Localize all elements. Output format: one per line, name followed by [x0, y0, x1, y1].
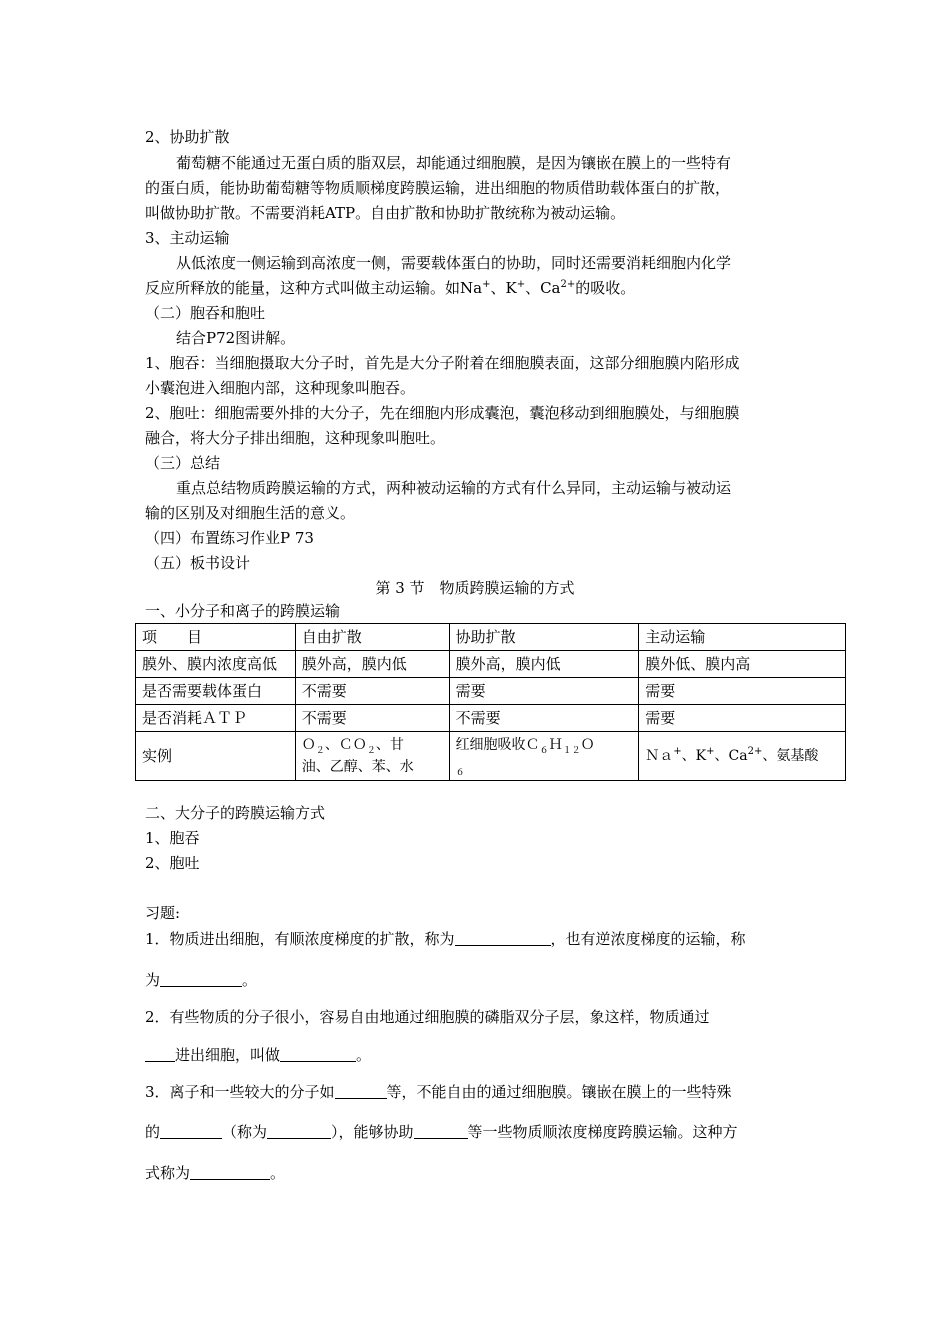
subscript: １２ [562, 746, 581, 756]
paragraph-line: 叫做协助扩散。不需要消耗ATP。自由扩散和协助扩散统称为被动运输。 [145, 204, 626, 222]
text: 、K [681, 748, 707, 764]
table-cell [449, 732, 639, 781]
text: 式称为 [145, 1164, 191, 1182]
paragraph-line: 的蛋白质，能协助葡萄糖等物质顺梯度跨膜运输，进出细胞的物质借助载体蛋白的扩散， [145, 179, 731, 197]
text: 的 [145, 1123, 161, 1141]
paragraph-line: 1、胞吞：当细胞摄取大分子时，首先是大分子附着在细胞膜表面，这部分细胞膜内陷形成 [145, 354, 740, 372]
ion-charge: + [706, 746, 715, 757]
table-cell: 不需要 [295, 678, 449, 705]
text: 。 [242, 971, 258, 989]
paragraph-line: 重点总结物质跨膜运输的方式，两种被动运输的方式有什么异同，主动运输与被动运 [176, 479, 732, 497]
text: Ｎａ [645, 748, 674, 764]
exercises-label: 习题: [145, 904, 181, 922]
ion-charge: + [482, 279, 491, 290]
text: 。 [270, 1164, 286, 1182]
text: （称为 [222, 1123, 268, 1141]
exercise-question-3 [145, 1082, 732, 1102]
paragraph-line: 输的区别及对细胞生活的意义。 [145, 504, 356, 522]
text: 反应所释放的能量，这种方式叫做主动运输。如Na [145, 279, 483, 297]
paragraph-line: 葡萄糖不能通过无蛋白质的脂双层，却能通过细胞膜，是因为镶嵌在膜上的一些特有 [176, 154, 732, 172]
heading-facilitated-diffusion: 2、协助扩散 [145, 128, 230, 146]
text: ），能够协助 [331, 1123, 414, 1141]
exercise-question-3-cont [145, 1122, 738, 1142]
text: 为 [145, 971, 161, 989]
text: 1．物质进出细胞，有顺浓度梯度的扩散，称为 [145, 930, 455, 948]
table-cell: 需要 [449, 678, 639, 705]
ion-charge: + [673, 746, 682, 757]
answer-blank[interactable] [335, 1084, 387, 1099]
text: 油、乙醇、苯、水 [301, 759, 414, 775]
text: 、ＣＯ [324, 737, 367, 753]
subscript: ２ [315, 746, 325, 756]
answer-blank[interactable] [160, 1124, 222, 1139]
table-header-cell: 主动运输 [639, 624, 846, 651]
exercise-question-2-cont [145, 1045, 371, 1065]
text: 进出细胞，叫做 [175, 1046, 281, 1064]
answer-blank[interactable] [160, 972, 242, 987]
text: Ｏ [580, 737, 595, 753]
heading-summary: （三）总结 [145, 454, 221, 472]
answer-blank[interactable] [414, 1124, 468, 1139]
text: 3．离子和一些较大的分子如 [145, 1083, 335, 1101]
subscript: ６ [539, 746, 549, 756]
ion-charge: + [516, 279, 526, 290]
table-cell: 膜外低、膜内高 [639, 651, 846, 678]
table-cell: 膜外高，膜内低 [295, 651, 449, 678]
list-item: 1、胞吞 [145, 829, 200, 847]
table-cell: 需要 [639, 678, 846, 705]
table-cell: 需要 [639, 705, 846, 732]
table-header-cell: 协助扩散 [449, 624, 639, 651]
text: Ｈ [548, 737, 563, 753]
text: ，也有逆浓度梯度的运输，称 [550, 930, 746, 948]
table-cell [295, 732, 449, 781]
table-row [136, 624, 846, 651]
exercise-question-1 [145, 929, 746, 949]
table-cell: 是否需要载体蛋白 [136, 678, 296, 705]
list-item: 2、胞吐 [145, 854, 200, 872]
table-cell: 实例 [136, 732, 296, 781]
heading-large-molecules: 二、大分子的跨膜运输方式 [145, 804, 326, 822]
table-header-cell: 项 目 [136, 624, 296, 651]
text: 的吸收。 [575, 279, 636, 297]
answer-blank[interactable] [280, 1047, 356, 1062]
table-cell [639, 732, 846, 781]
table-cell: 是否消耗ＡＴＰ [136, 705, 296, 732]
heading-endo-exocytosis: （二）胞吞和胞吐 [145, 304, 266, 322]
table-row [136, 651, 846, 678]
heading-homework: （四）布置练习作业P 73 [145, 529, 314, 547]
paragraph-line: 2、胞吐：细胞需要外排的大分子，先在细胞内形成囊泡，囊泡移动到细胞膜处，与细胞膜 [145, 404, 740, 422]
transport-comparison-table [135, 623, 846, 781]
subscript: ６ [455, 768, 465, 778]
table-row [136, 678, 846, 705]
text: 红细胞吸收Ｃ [455, 737, 540, 753]
heading-board-design: （五）板书设计 [145, 554, 251, 572]
paragraph-line: 结合P72图讲解。 [176, 329, 296, 347]
table-cell: 膜外、膜内浓度高低 [136, 651, 296, 678]
text: 、氨基酸 [762, 748, 819, 764]
ion-charge: 2+ [560, 279, 576, 290]
answer-blank[interactable] [455, 931, 551, 946]
section-title: 第 3 节 物质跨膜运输的方式 [375, 579, 575, 597]
table-row [136, 705, 846, 732]
paragraph-line: 融合，将大分子排出细胞，这种现象叫胞吐。 [145, 429, 446, 447]
paragraph-line: 小囊泡进入细胞内部，这种现象叫胞吞。 [145, 379, 416, 397]
text: 、Ca [714, 748, 748, 764]
heading-small-molecules: 一、小分子和离子的跨膜运输 [145, 602, 341, 620]
table-cell: 不需要 [449, 705, 639, 732]
answer-blank[interactable] [190, 1165, 270, 1180]
table-cell: 膜外高，膜内低 [449, 651, 639, 678]
answer-blank[interactable] [267, 1124, 331, 1139]
subscript: ２ [366, 746, 376, 756]
exercise-question-2: 2．有些物质的分子很小，容易自由地通过细胞膜的磷脂双分子层，象这样，物质通过 [145, 1008, 710, 1026]
text: Ｏ [301, 737, 316, 753]
answer-blank[interactable] [145, 1047, 175, 1062]
table-header-cell: 自由扩散 [295, 624, 449, 651]
paragraph-line: 从低浓度一侧运输到高浓度一侧，需要载体蛋白的协助，同时还需要消耗细胞内化学 [176, 254, 732, 272]
text: 等，不能自由的通过细胞膜。镶嵌在膜上的一些特殊 [386, 1083, 732, 1101]
table-row [136, 732, 846, 781]
text: 。 [356, 1046, 372, 1064]
text: 等一些物质顺浓度梯度跨膜运输。这种方 [467, 1123, 738, 1141]
exercise-question-3-end [145, 1163, 285, 1183]
table-cell: 不需要 [295, 705, 449, 732]
text: 、Ca [525, 279, 561, 297]
heading-active-transport: 3、主动运输 [145, 229, 230, 247]
ion-charge: 2+ [747, 746, 763, 757]
paragraph-line [145, 278, 635, 298]
exercise-question-1-cont [145, 970, 257, 990]
text: 、K [490, 279, 517, 297]
text: 、甘 [375, 737, 404, 753]
